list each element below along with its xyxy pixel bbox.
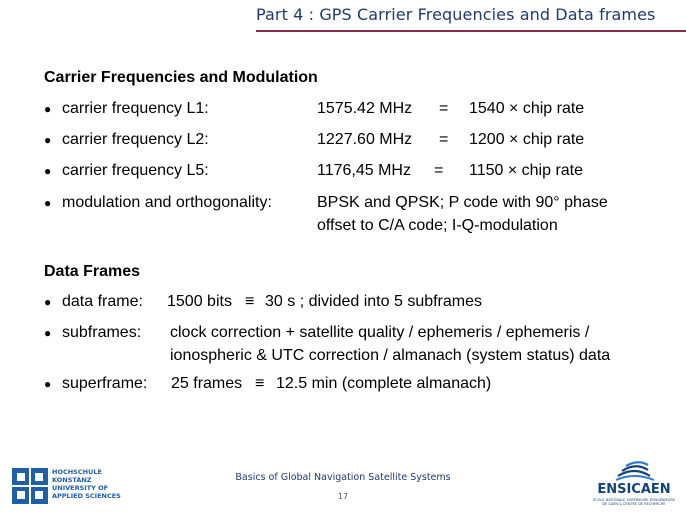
bullet: ● xyxy=(44,326,52,340)
superframe-frames: 25 frames xyxy=(171,375,243,392)
header-title: Part 4 : GPS Carrier Frequencies and Data frames xyxy=(256,5,656,24)
bullet: ● xyxy=(44,377,52,391)
bullet: ● xyxy=(44,102,52,116)
carrier-l1-freq: 1575.42 MHz xyxy=(317,100,413,117)
carrier-l1-equals: = xyxy=(439,100,449,117)
bullet: ● xyxy=(44,164,52,178)
htwg-line-2: KONSTANZ xyxy=(52,476,92,484)
carrier-l5-freq: 1176,45 MHz xyxy=(317,162,411,179)
superframe-label: superframe: xyxy=(62,375,148,392)
footer-course-title: Basics of Global Navigation Satellite Systems xyxy=(235,472,451,483)
data-frame-rest: 30 s ; divided into 5 subframes xyxy=(265,293,483,310)
carrier-l2-ratio: 1200 × chip rate xyxy=(469,131,585,148)
data-frame-bits: 1500 bits xyxy=(167,293,232,310)
bullet: ● xyxy=(44,295,52,309)
superframe-rest: 12.5 min (complete almanach) xyxy=(276,375,492,392)
htwg-line-3: UNIVERSITY OF xyxy=(52,484,109,492)
modulation-label: modulation and orthogonality: xyxy=(62,194,272,211)
subframes-line-2: ionospheric & UTC correction / almanach (system status) data xyxy=(170,347,611,364)
subframes-line-1: clock correction + satellite quality / ephemeris / ephemeris / xyxy=(170,324,590,341)
header-rule xyxy=(256,30,686,32)
ensicaen-wave-icon xyxy=(588,460,680,482)
ensicaen-name: ENSICAEN xyxy=(597,482,671,497)
carrier-section-title: Carrier Frequencies and Modulation xyxy=(44,69,318,86)
carrier-l1-label: carrier frequency L1: xyxy=(62,100,209,117)
bullet: ● xyxy=(44,133,52,147)
carrier-l2-freq: 1227.60 MHz xyxy=(317,131,413,148)
carrier-l5-ratio: 1150 × chip rate xyxy=(469,162,584,179)
carrier-l2-equals: = xyxy=(439,131,449,148)
modulation-line-1: BPSK and QPSK; P code with 90° phase xyxy=(317,194,608,211)
carrier-l5-label: carrier frequency L5: xyxy=(62,162,209,179)
carrier-l2-label: carrier frequency L2: xyxy=(62,131,209,148)
carrier-l5-equals: = xyxy=(434,162,444,179)
data-section-title: Data Frames xyxy=(44,263,141,280)
data-frame-equiv: ≡ xyxy=(245,293,255,310)
htwg-line-1: HOCHSCHULE xyxy=(52,468,102,476)
subframes-label: subframes: xyxy=(62,324,142,341)
modulation-line-2: offset to C/A code; I-Q-modulation xyxy=(317,217,558,234)
footer-page-number: 17 xyxy=(337,492,349,501)
htwg-line-4: APPLIED SCIENCES xyxy=(52,492,121,500)
carrier-l1-ratio: 1540 × chip rate xyxy=(469,100,585,117)
superframe-equiv: ≡ xyxy=(255,375,265,392)
logo-ensicaen xyxy=(588,460,680,512)
data-frame-label: data frame: xyxy=(62,293,143,310)
ensicaen-subtitle: ÉCOLE NATIONALE SUPÉRIEURE D'INGÉNIEURS DE CAEN & CENTRE DE RECHERCHE xyxy=(592,498,676,506)
bullet: ● xyxy=(44,196,52,210)
